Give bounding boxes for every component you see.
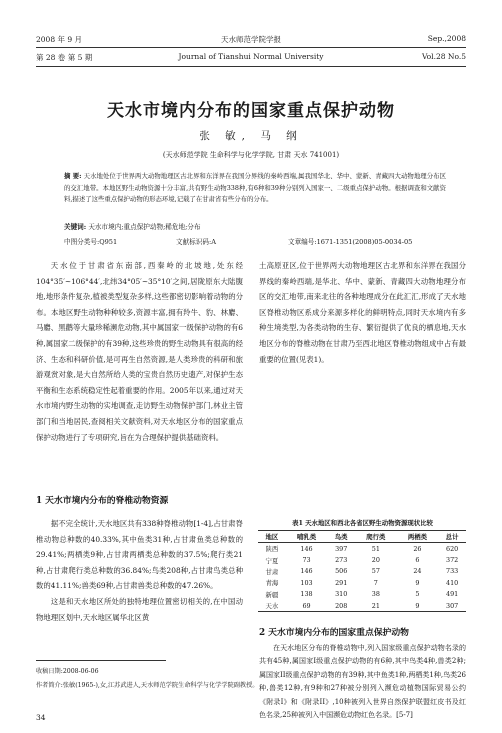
- keywords: [64, 221, 201, 231]
- table-cell: 307: [438, 600, 466, 612]
- table-cell: 620: [446, 544, 459, 553]
- abstract-text: 天水地处位于世界两大动物地理区古北界和东洋界在我国分界线的秦岭西端,属我国华北、华中、蒙新、青藏四大动物地理分布区的交汇地带。本地区野生动物资源十分丰富,共有野生动物338种,有6种和39种分别列入国家一、二级重点保护动物。根据调查和文献资料,描述了这些重点保护动物的形态环境,记载了在甘肃省有些分布的分布。: [64, 172, 446, 204]
- footnote-author: 作者简介:张敏(1965-),女,江苏武进人,天水师范学院生命科学与化学学院副教授。: [36, 682, 259, 689]
- table-header-cell: 爬行类: [355, 531, 397, 543]
- keywords-label: 关键词:: [64, 223, 87, 231]
- article-number: 文章编号:1671-1351(2008)05-0034-05: [288, 238, 413, 246]
- table-cell: 天水: [258, 600, 286, 612]
- abstract: [64, 171, 446, 206]
- table-cell: 146: [300, 567, 313, 576]
- volume-en: Vol.28 No.5: [421, 52, 466, 61]
- table-cell: 410: [446, 578, 459, 587]
- table-cell: 506: [335, 567, 348, 576]
- table-1-caption: 表1 天水地区和西北各省区野生动物资源现状比较: [292, 519, 433, 527]
- authors: 张 敏, 马 纲: [199, 130, 303, 142]
- issue-date-en: Sep.,2008: [427, 34, 466, 43]
- table-cell: 57: [371, 567, 380, 576]
- table-header-row: [258, 531, 466, 543]
- table-row: [258, 577, 466, 588]
- table-row: [258, 589, 466, 600]
- table-cell: 103: [300, 578, 313, 587]
- left-column-intro: [36, 258, 243, 445]
- right-column-intro: [259, 258, 466, 367]
- table-cell: 491: [446, 590, 459, 599]
- section-2-paragraph: 在天水地区分布的脊椎动物中,列入国家级重点保护动物名录的共有45种,属国家I级重点保护动物的有6种,其中鸟类4种,兽类2种;属国家II级重点保护动物的有39种,其中鱼类1种,两栖类1种,鸟类26种,兽类12种,有9种和27种被分别列入濒危动植物国际贸易公约《附录I》和《附录II》,10种被列入世界自然保护联盟红皮书及红色名录,25种被列入中国濒危动物红色名录。[5-7]: [259, 644, 466, 720]
- table-cell: 新疆: [265, 590, 279, 599]
- table-cell: 397: [335, 544, 348, 553]
- table-row: [258, 554, 466, 565]
- table-header-cell: 地区: [258, 531, 286, 543]
- header-divider: [36, 47, 466, 48]
- table-header-cell: 总计: [438, 531, 466, 543]
- table-cell: 38: [371, 590, 380, 599]
- table-cell: 陕西: [265, 545, 279, 554]
- right-intro-paragraph: 土高原亚区,位于世界两大动物地理区古北界和东洋界在我国分界线的秦岭西端,是华北、华中、蒙新、青藏四大动物地理分布区的交汇地带,南来北往的各种地理成分在此汇汇,形成了天水地区脊椎动物区系成分来源多样化的鲜明特点,同时天水境内有多种生境类型,为各类动物的生存、繁衍提供了优良的栖息地,天水地区分布的脊椎动物在甘肃乃至西北地区脊椎动物组成中占有最重要的位置(见表1)。: [259, 261, 466, 364]
- table-cell: 宁夏: [265, 556, 279, 565]
- header-divider-bottom: [36, 66, 466, 67]
- journal-name-en: Journal of Tianshui Normal University: [178, 52, 324, 61]
- table-cell: 7: [373, 578, 378, 587]
- table-row: [258, 566, 466, 577]
- table-cell: 138: [300, 590, 313, 599]
- intro-paragraph: 天水位于甘肃省东南部,西秦岭的北坡地,处东经104°35′~106°44′,北纬34°05′~35°10′之间,居陇原东大陆腹地,地形条件复杂,植被类型复杂多样,这些都密切影响着动物的分布。本地区野生动物种种较多,资源丰富,拥有羚牛、豹、林麝、马麝、黑鹳等大量珍稀濒危动物,其中属国家一级保护动物的有6种,属国家二级保护的有39种,这些珍贵的野生动物具有很高的经济、生态和科研价值,是可再生自然资源,是人类珍贵的科研和旅游观赏对象,是大自然所给人类的宝贵自然历史遗产,对保护生态平衡和生态系统稳定性起着重要的作用。2005年以来,通过对天水市境内野生动物的实地调查,走访野生动物保护部门,林业主管部门和当地居民,查阅相关文献资料,对天水地区分布的国家重点保护动物进行了专项研究,旨在为合理保护提供基础资料。: [36, 261, 243, 442]
- table-cell: 310: [335, 590, 348, 599]
- table-cell: 5: [415, 590, 420, 599]
- table-cell: 21: [355, 600, 397, 612]
- volume-cn: 第 28 卷 第 5 期: [36, 53, 93, 62]
- document-code: 文献标识码:A: [176, 238, 216, 246]
- table-cell: 372: [446, 556, 459, 565]
- table-cell: 51: [371, 544, 380, 553]
- right-column-section2: [259, 642, 466, 722]
- clc-number: 中图分类号:Q951: [64, 238, 118, 246]
- table-cell: 24: [413, 567, 422, 576]
- table-cell: 291: [335, 578, 348, 587]
- table-cell: 青海: [265, 579, 279, 588]
- table-cell: 73: [302, 556, 311, 565]
- table-cell: 9: [415, 578, 420, 587]
- issue-date-cn: 2008 年 9 月: [36, 35, 83, 44]
- table-cell: 733: [446, 567, 459, 576]
- table-cell: 6: [415, 556, 420, 565]
- section-1-paragraph-2: 这是和天水地区所处的独特地理位置密切相关的,在中国动物地理区划中,天水地区属华北区黄: [36, 596, 243, 622]
- footnote-divider: [36, 660, 166, 661]
- table-cell: 20: [371, 556, 380, 565]
- page-number: 34: [36, 713, 46, 722]
- keywords-text: 天水市境内;重点保护动物;稀危地;分布: [88, 223, 201, 231]
- abstract-label: 摘 要:: [64, 172, 82, 180]
- table-cell: 208: [327, 600, 355, 612]
- table-header-cell: 鸟类: [327, 531, 355, 543]
- table-header-cell: 两栖类: [397, 531, 439, 543]
- section-2-heading: 2 天水市境内分布的国家重点保护动物: [259, 628, 409, 638]
- table-header-cell: 哺乳类: [286, 531, 328, 543]
- left-column-section1: [36, 516, 243, 625]
- journal-name-cn: 天水师范学院学报: [221, 35, 281, 44]
- section-1-paragraph: 据不完全统计,天水地区共有338种脊椎动物[1-4],占甘肃脊椎动物总种数的40.33%,其中鱼类31种,占甘肃鱼类总种数的29.41%;两栖类9种,占甘肃两栖类总种数的37.5%;爬行类21种,占甘肃爬行类总种数的36.84%;鸟类208种,占甘肃鸟类总种数的41.11%;兽类69种,占甘肃兽类总种数的47.26%。: [36, 519, 243, 591]
- table-cell: 26: [413, 544, 422, 553]
- table-cell: 146: [300, 544, 313, 553]
- footnote-received: 收稿日期:2008-06-06: [36, 668, 99, 675]
- table-row: [258, 600, 466, 612]
- table-1: [258, 530, 466, 612]
- table-cell: 甘肃: [265, 567, 279, 576]
- paper-title: 天水市境内分布的国家重点保护动物: [107, 101, 395, 121]
- table-row: [258, 543, 466, 555]
- affiliation: (天水师范学院 生命科学与化学学院, 甘肃 天水 741001): [162, 151, 340, 159]
- table-cell: 69: [286, 600, 328, 612]
- table-cell: 273: [335, 556, 348, 565]
- section-1-heading: 1 天水市境内分布的脊椎动物资源: [36, 496, 169, 506]
- table-cell: 9: [397, 600, 439, 612]
